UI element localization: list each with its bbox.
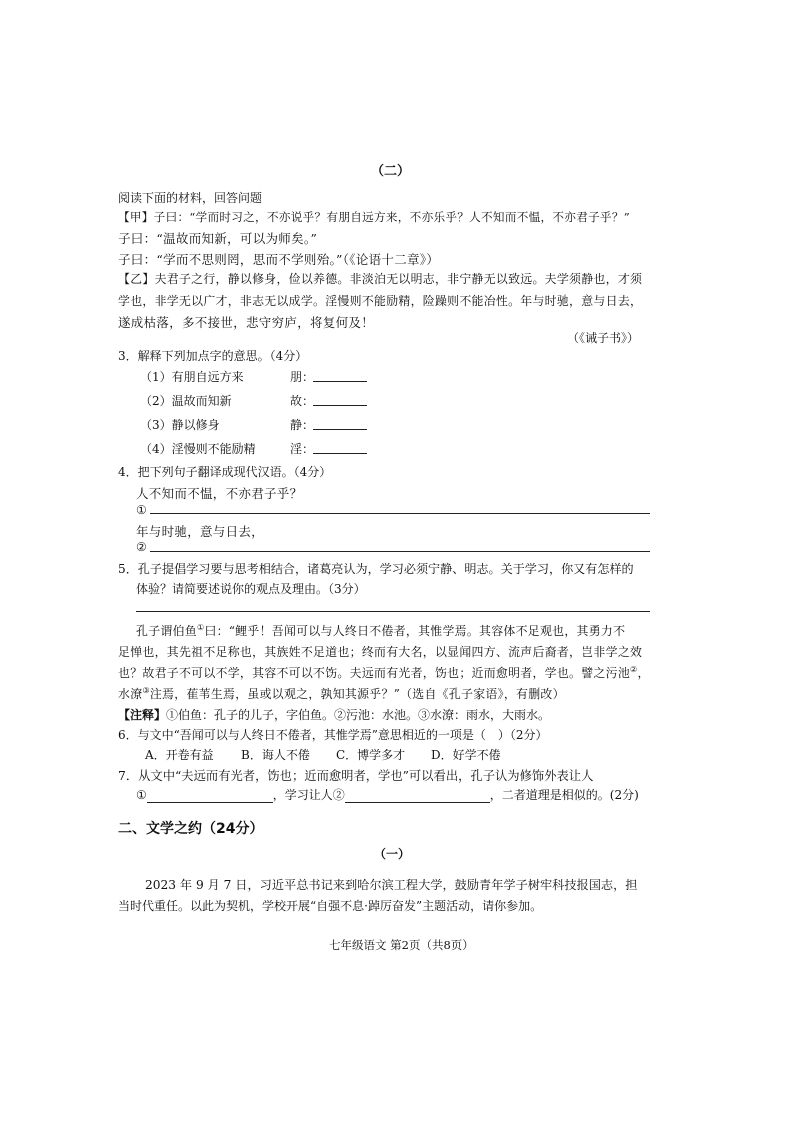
passage-text: 水潦: [118, 687, 143, 701]
passage-text: 也？故君子不可以不学，其容不可以不饬。夫远而有光者，饬也；近而愈明者，学也。譬之污池: [118, 666, 631, 680]
q3-item-text: 温故而知新: [171, 394, 232, 408]
passage-text: 孔子谓伯鱼: [136, 624, 197, 638]
q3-item-num: （4）: [140, 442, 172, 456]
yi-line-2: 学也，非学无以广才，非志无以成学。淫慢则不能励精，险躁则不能冶性。年与时驰，意与日去，: [118, 294, 643, 308]
q3-item-3-char: 静：: [290, 418, 315, 432]
passage-text: 注焉，萑苇生焉，虽或以观之，孰知其源乎？”（选自《孔子家语》，有删改）: [149, 687, 565, 701]
yi-line-1: 【乙】夫君子之行，静以修身，俭以养德。非淡泊无以明志，非宁静无以致远。夫学须静也，才须: [118, 272, 643, 286]
q5-line-2: 体验？请简要述说你的观点及理由。（3分）: [136, 582, 366, 596]
q6-option-a[interactable]: A．开卷有益: [145, 748, 214, 762]
q4-stem: 4．把下列句子翻译成现代汉语。（4分）: [118, 465, 332, 479]
q7-mark-1: ①: [136, 788, 147, 802]
footnote-2: ②: [630, 665, 638, 675]
q3-stem: 3．解释下列加点字的意思。（4分）: [118, 349, 308, 363]
q3-item-text: 有朋自远方来: [171, 370, 244, 384]
q5-line-1: 5．孔子提倡学习要与思考相结合，诸葛亮认为，学习必须宁静、明志。关于学习，你又有怎样的: [118, 562, 634, 576]
part2-subheading: （一）: [374, 847, 411, 861]
q5-answer[interactable]: [136, 611, 650, 612]
q7-mid: ，学习让人②: [272, 788, 345, 802]
q7-answer-1[interactable]: [147, 790, 273, 803]
footnote-3: ③: [142, 686, 150, 696]
annotation-text: ①伯鱼：孔子的儿子，字伯鱼。②污池：水池。③水潦：雨水，大雨水。: [166, 708, 551, 722]
q3-item-text: 淫慢则不能励精: [171, 442, 256, 456]
q3-item-2: [140, 392, 232, 409]
passage-line-4: [118, 685, 565, 702]
q4-mark-1: ①: [136, 503, 147, 517]
page-footer: 七年级语文 第2页（共8页）: [329, 938, 474, 952]
passage-line-2: 足惮也，其先祖不足称也，其族姓不足道也；终而有大名，以显闻四方、流声后裔者，岂非学之效: [118, 645, 643, 659]
annotation-label: 【注释】: [118, 708, 167, 722]
passage-line-1: [136, 622, 625, 639]
q7-line-2: [136, 786, 639, 803]
q6-option-b[interactable]: B．诲人不倦: [241, 748, 310, 762]
q3-item-4-char: 淫：: [290, 442, 315, 456]
q3-answer-4[interactable]: [313, 453, 367, 454]
q6-stem: 6．与文中“吾闻可以与人终日不倦者，其惟学焉”意思相近的一项是（ ）（2分）: [118, 728, 548, 742]
jia-line-3: 子曰：“学而不思则罔，思而不学则殆。”（《论语十二章》）: [118, 252, 440, 267]
q4-answer-1[interactable]: [150, 513, 650, 514]
instructions: 阅读下面的材料，回答问题: [118, 191, 263, 205]
q4-sentence-1: 人不知而不愠，不亦君子乎？: [136, 486, 303, 501]
q3-item-2-char: 故：: [290, 394, 315, 408]
q3-item-1: [140, 368, 290, 385]
q3-item-1-char: 朋：: [290, 370, 315, 384]
part2-paragraph-line-2: 当时代重任。以此为契机，学校开展“自强不息·踔厉奋发”主题活动，请你参加。: [118, 899, 543, 913]
q3-answer-1[interactable]: [313, 381, 367, 382]
jia-line-2: 子曰：“温故而知新，可以为师矣。”: [118, 231, 318, 246]
q3-item-3: [140, 416, 220, 433]
q3-answer-3[interactable]: [313, 429, 367, 430]
section-heading: （二）: [371, 164, 411, 179]
q3-item-4: [140, 440, 256, 457]
passage-text: ，: [637, 666, 650, 680]
q6-option-d[interactable]: D．好学不倦: [431, 748, 501, 762]
footnote-1: ①: [196, 623, 205, 633]
q7-line-1: 7．从文中“夫远而有光者，饬也；近而愈明者，学也”可以看出，孔子认为修饰外表让人: [118, 769, 594, 783]
q7-answer-2[interactable]: [345, 790, 490, 803]
passage-line-3: [118, 664, 650, 681]
annotation: [118, 706, 550, 723]
q4-mark-2: ②: [136, 540, 147, 554]
q7-tail: ，二者道理是相似的。(2分): [489, 788, 639, 802]
q6-option-c[interactable]: C．博学多才: [336, 748, 406, 762]
passage-text: 曰：“鲤乎！吾闻可以与人终日不倦者，其惟学焉。其容体不足观也，其勇力不: [204, 624, 626, 638]
part2-paragraph-line-1: 2023 年 9 月 7 日，习近平总书记来到哈尔滨工程大学，鼓励青年学子树牢科技报国志，担: [145, 878, 638, 892]
q4-sentence-2: 年与时驰，意与日去，: [136, 524, 265, 539]
q3-item-num: （2）: [140, 394, 172, 408]
part2-heading: 二、文学之约（24分）: [118, 821, 264, 837]
q4-answer-2[interactable]: [150, 551, 650, 552]
q3-item-num: （3）: [140, 418, 172, 432]
q3-item-text: 静以修身: [171, 418, 220, 432]
yi-source: （《诫子书》）: [567, 331, 640, 345]
yi-line-3: 遂成枯落，多不接世，悲守穷庐，将复何及！: [118, 315, 375, 330]
q3-answer-2[interactable]: [313, 405, 367, 406]
jia-line-1: 【甲】子曰：“学而时习之，不亦说乎？有朋自远方来，不亦乐乎？人不知而不愠，不亦君子乎？”: [118, 210, 630, 224]
q3-item-num: （1）: [140, 370, 172, 384]
